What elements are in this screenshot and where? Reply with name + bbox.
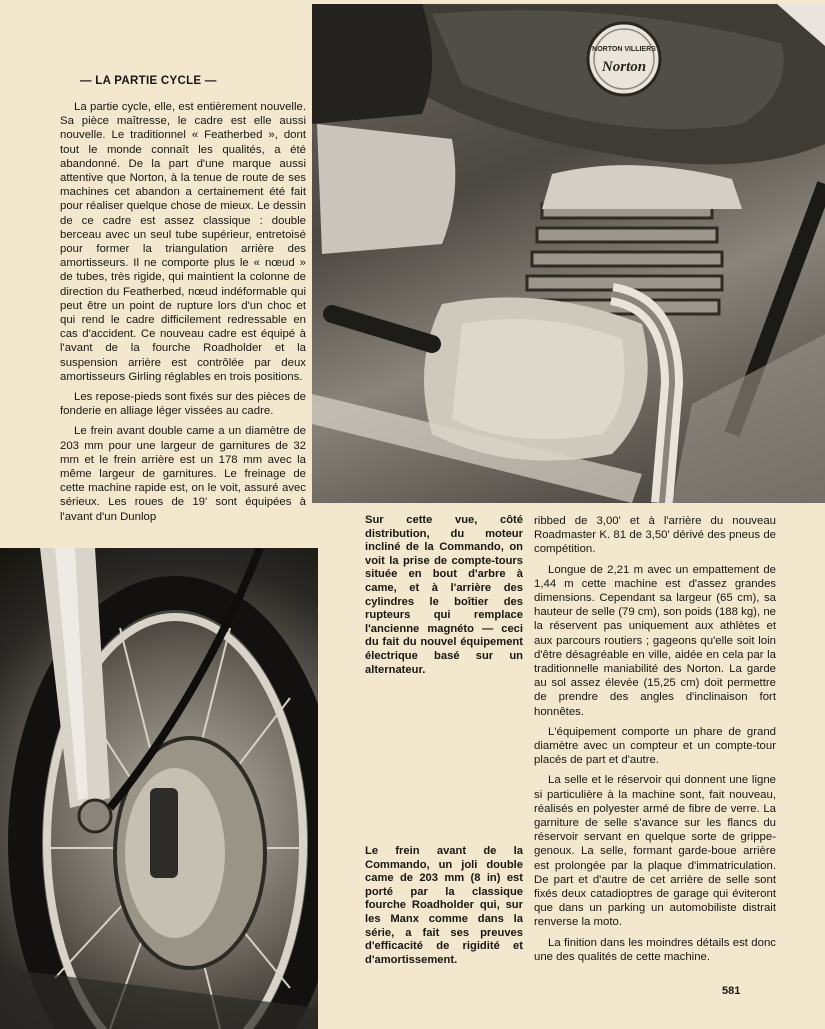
engine-photo: [312, 4, 825, 503]
wheel-illustration: [0, 548, 318, 1029]
right-paragraph-1: ribbed de 3,00' et à l'arrière du nouveau Roadmaster K. 81 de 3,50' dérivé des pneus de compétition.: [534, 515, 776, 556]
page-corner-fold: [777, 4, 825, 46]
brake-photo-caption: Le frein avant de la Commando, un joli double came de 203 mm (8 in) est porté par la classique fourche Roadholder qui, sur les Manx comme dans la série, a fait ses preuves d'efficacité de rigidité et d'amortissement.: [365, 845, 523, 966]
left-paragraph-3: Le frein avant double came a un diamètre de 203 mm pour une largeur de garnitures de 32 mm et le frein arrière est un 178 mm avec la même largeur de garnitures. Le freinage de cette machine rapide est, on le voit, assuré avec sérieux. Les roues de 19' sont équipées à l'avant d'un Dunlop: [60, 425, 306, 523]
page-number: 581: [722, 985, 741, 997]
section-title: — LA PARTIE CYCLE —: [80, 75, 217, 87]
left-text-column: [60, 100, 306, 530]
right-paragraph-3: L'équipement comporte un phare de grand diamètre avec un compteur et un compte-tour placés de part et d'autre.: [534, 725, 776, 767]
left-paragraph-2: Les repose-pieds sont fixés sur des pièces de fonderie en alliage léger vissées au cadre.: [60, 391, 306, 418]
front-brake-photo: [0, 548, 318, 1029]
right-paragraph-4: La selle et le réservoir qui donnent une ligne si particulière à la machine sont, fait nouveau, réalisés en polyester armé de fibre de verre. La garniture de selle s'avance sur les flancs du réservoir servant en quelque sorte de grippe-genoux. La selle, formant garde-boue arrière est prolongée par la plaque d'immatriculation. De part et d'autre de cet arrière de selle sont fixés deux catadioptres de garage qui éviteront que dans un parking un automobiliste distrait renverse la moto.: [534, 774, 776, 929]
right-paragraph-5: La finition dans les moindres détails est donc une des qualités de cette machine.: [534, 936, 776, 963]
left-paragraph-1: La partie cycle, elle, est entièrement nouvelle. Sa pièce maîtresse, le cadre est elle aussi nouvelle. Le traditionnel « Featherbed », dont tout le monde connaît les qualités, a été abandonné. De la part d'une marque aussi attentive que Norton, à la tenue de route de ses machines cet abandon a certainement été fait pour réaliser quelque chose de mieux. Le dessin de ce cadre est assez classique : double berceau avec un seul tube supérieur, entretoisé pour former la triangulation arrière des amortisseurs. Il ne comporte plus le « nœud » de tubes, très rigide, qui maintient la colonne de direction du Featherbed, nœud indéformable qui peut être un point de rupture lors d'un choc et qui rend le cadre difficilement redressable en cas d'accident. Ce nouveau cadre est équipé à l'avant de la fourche Roadholder et la suspension arrière est contrôlée par deux amortisseurs Girling réglables en trois positions.: [60, 101, 306, 383]
logo-word: Norton: [601, 59, 647, 75]
engine-illustration: [312, 4, 825, 503]
right-text-column: [534, 514, 776, 970]
logo-top-text: NORTON VILLIERS: [592, 46, 656, 53]
right-paragraph-2: Longue de 2,21 m avec un empattement de 1,44 m cette machine est d'assez grandes dimensions. Cependant sa largeur (65 cm), sa hauteur de selle (79 cm), son poids (188 kg), ne la réservent pas uniquement aux athlètes et aux parcours routiers ; gageons qu'elle soit loin d'être désagréable en ville, aidée en cela par la traditionnelle maniabilité des Norton. La garde au sol assez élevée (15,25 cm) doit permettre de prendre des angles d'inclinaison fort honnêtes.: [534, 563, 776, 718]
engine-photo-caption: Sur cette vue, côté distribution, du moteur incliné de la Commando, on voit la prise de compte-tours située en bout d'arbre à came, et à l'arrière des cylindres le boîtier des rupteurs qui remplace l'ancienne magnéto — ceci du fait du nouvel équipement électrique basé sur un alternateur.: [365, 514, 523, 676]
